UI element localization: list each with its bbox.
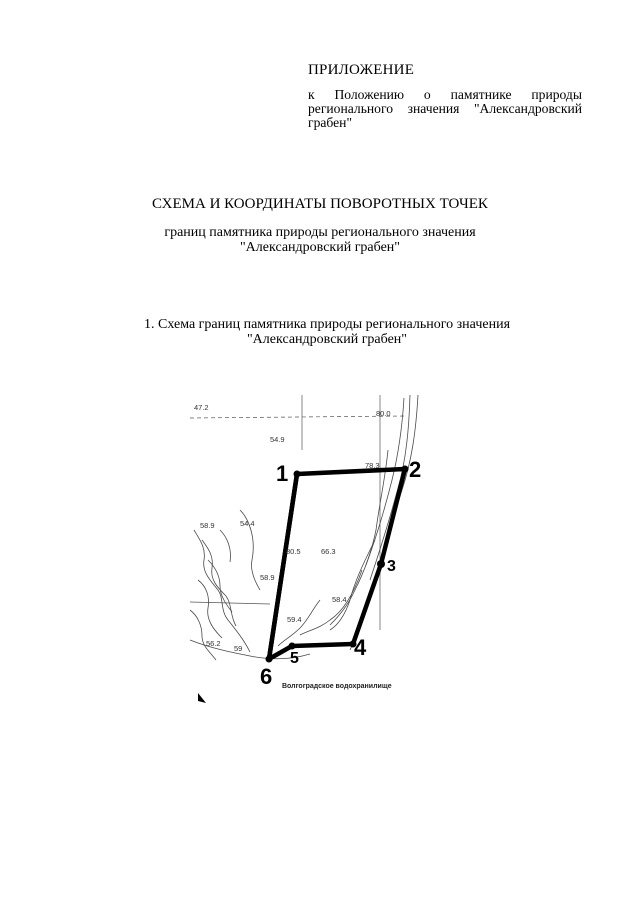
point-label-5: 5 bbox=[290, 650, 299, 667]
elevation-mark: 54.9 bbox=[270, 435, 285, 444]
elevation-mark: 80.5 bbox=[286, 547, 301, 556]
elevation-mark: 47.2 bbox=[194, 403, 209, 412]
document-title: СХЕМА И КООРДИНАТЫ ПОВОРОТНЫХ ТОЧЕК bbox=[152, 196, 488, 212]
appendix-line-3: грабен" bbox=[308, 115, 353, 130]
map-grid bbox=[190, 395, 405, 630]
elevation-mark: 58.4 bbox=[332, 595, 347, 604]
elevation-mark: 54.4 bbox=[240, 519, 255, 528]
reservoir-label: Волгоградское водохранилище bbox=[282, 683, 392, 690]
section-title bbox=[0, 317, 640, 347]
section-line-1: 1. Схема границ памятника природы регионального значения bbox=[143, 317, 511, 332]
elevation-mark: 80.0 bbox=[376, 409, 391, 418]
elevation-mark: 58.9 bbox=[260, 573, 275, 582]
elevation-mark: 58.9 bbox=[200, 521, 215, 530]
section-line-2: "Александровский грабен" bbox=[246, 332, 408, 347]
point-label-4: 4 bbox=[354, 635, 367, 660]
point-label-1: 1 bbox=[276, 461, 289, 486]
appendix-line-1: к Положению о памятнике природы bbox=[308, 87, 582, 102]
document-subtitle bbox=[0, 225, 640, 255]
elevation-mark: 59 bbox=[234, 644, 243, 653]
elevation-mark: 59.4 bbox=[287, 615, 302, 624]
subtitle-line-1: границ памятника природы регионального значения bbox=[164, 225, 476, 240]
appendix-line-2: регионального значения "Александровский bbox=[308, 101, 582, 116]
north-arrow-icon bbox=[198, 693, 206, 703]
boundary-edge-1-6 bbox=[269, 474, 297, 659]
point-label-3: 3 bbox=[387, 558, 396, 575]
boundary-map bbox=[180, 390, 440, 710]
subtitle-line-2: "Александровский грабен" bbox=[239, 240, 401, 255]
boundary-map-svg bbox=[180, 390, 440, 710]
point-label-2: 2 bbox=[409, 457, 422, 482]
elevation-mark: 78.3 bbox=[365, 461, 380, 470]
boundary-point-5 bbox=[289, 643, 296, 650]
elevation-mark: 56.2 bbox=[206, 639, 221, 648]
topo-contours bbox=[190, 395, 418, 660]
boundary-point-2 bbox=[402, 466, 409, 473]
point-label-6: 6 bbox=[260, 664, 273, 689]
appendix-reference bbox=[308, 88, 582, 130]
boundary-point-1 bbox=[294, 471, 301, 478]
appendix-title: ПРИЛОЖЕНИЕ bbox=[308, 62, 415, 78]
elevation-mark: 66.3 bbox=[321, 547, 336, 556]
boundary-point-3 bbox=[377, 560, 385, 568]
boundary-point-6 bbox=[266, 656, 273, 663]
